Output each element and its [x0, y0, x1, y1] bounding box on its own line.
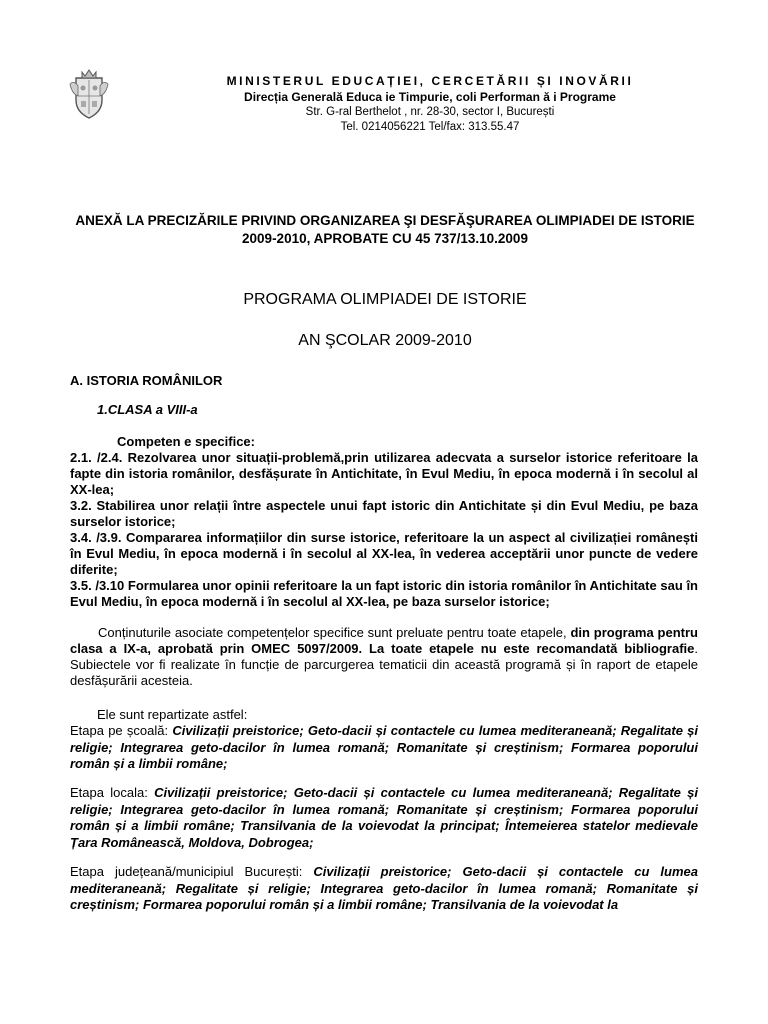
competences-list — [70, 450, 698, 610]
class-heading: 1.CLASA a VIII-a — [97, 402, 198, 417]
stage-topics: Civilizații preistorice; Geto-dacii și contactele cu lumea mediteraneană; Regalitate și religie; Integrarea geto-dacilor în lumea romană; Romanitate și creștinism; Formarea poporului român și a limbii române; Transilvania de la voievodat la principat; Întemeierea statelor medievale Țara Românească, Moldova, Dobrogea; — [70, 785, 698, 850]
competence-item: 2.1. /2.4. Rezolvarea unor situații-problemă,prin utilizarea adecvata a surselor istorice referitoare la fapte din istoria românilor, desfășurate în Antichitate, în Evul Mediu, în epoca modernă i în secolul al XX-lea; — [70, 450, 698, 497]
competences-heading: Competen e specifice: — [117, 434, 255, 449]
school-year-title: AN ŞCOLAR 2009-2010 — [298, 332, 472, 349]
competence-item: 3.5. /3.10 Formularea unor opinii referitoare la un fapt istoric din istoria românilor în Antichitate sau în Evul Mediu, în epoca modernă i în secolul al XX-lea, pe baza surselor istorice; — [70, 578, 698, 609]
stage-label: Etapa pe școală: — [70, 723, 173, 738]
stage-school — [70, 723, 698, 773]
competence-item: 3.4. /3.9. Compararea informațiilor din surse istorice, referitoare la un aspect al civilizației românești în Evul Mediu, în epoca modernă i în secolul al XX-lea, în vederea acceptării unor puncte de vedere diferite; — [70, 530, 698, 577]
paragraph-bold-text: din programa pentru clasa a IX-a, aprobată prin OMEC 5097/2009. La toate etapele nu este recomandată bibliografie — [70, 625, 698, 656]
stage-local — [70, 785, 698, 851]
coat-of-arms-icon — [68, 66, 110, 120]
program-title: PROGRAMA OLIMPIADEI DE ISTORIE — [243, 291, 527, 308]
paragraph-text-end: . Subiectele vor fi realizate în funcție de parcurgerea tematicii din această programă și în raport de etapele desfășurării acesteia. — [70, 641, 698, 688]
annex-title: ANEXĂ LA PRECIZĂRILE PRIVIND ORGANIZAREA ŞI DESFĂŞURAREA OLIMPIADEI DE ISTORIE 2009-2010, APROBATE CU 45 737/13.10.2009 — [75, 213, 695, 246]
stage-label: Etapa locala: — [70, 785, 155, 800]
stage-county — [70, 864, 698, 914]
stage-label: Etapa județeană/municipiul București: — [70, 864, 314, 879]
ministry-name: MINISTERUL EDUCAȚIEI, CERCETĂRII ȘI INOVĂRII — [226, 74, 634, 88]
address-line: Str. G-ral Berthelot , nr. 28-30, sector I, București — [305, 106, 555, 118]
stages-intro: Ele sunt repartizate astfel: — [97, 707, 248, 722]
competence-item: 3.2. Stabilirea unor relații între aspectele unui fapt istoric din Antichitate și din Evul Mediu, pe baza surselor istorice; — [70, 498, 698, 529]
stage-topics: Civilizații preistorice; Geto-dacii și contactele cu lumea mediteraneană; Regalitate și religie; Integrarea geto-dacilor în lumea romană; Romanitate și creștinism; Formarea poporului român și a limbii române; Transilvania de la voievodat la — [70, 864, 698, 912]
stage-topics: Civilizații preistorice; Geto-dacii și contactele cu lumea mediteraneană; Regalitate și religie; Integrarea geto-dacilor în lumea romană; Romanitate și creștinism; Formarea poporului român și a limbii române; — [70, 723, 699, 771]
directorate-name: Direcția Generală Educa ie Timpurie, coli Performan ă i Programe — [244, 90, 616, 104]
phone-line: Tel. 0214056221 Tel/fax: 313.55.47 — [340, 121, 520, 133]
content-paragraph — [70, 625, 698, 689]
paragraph-text: Conținuturile asociate competențelor specifice sunt preluate pentru toate etapele, — [98, 625, 571, 640]
section-heading: A. ISTORIA ROMÂNILOR — [70, 373, 223, 388]
